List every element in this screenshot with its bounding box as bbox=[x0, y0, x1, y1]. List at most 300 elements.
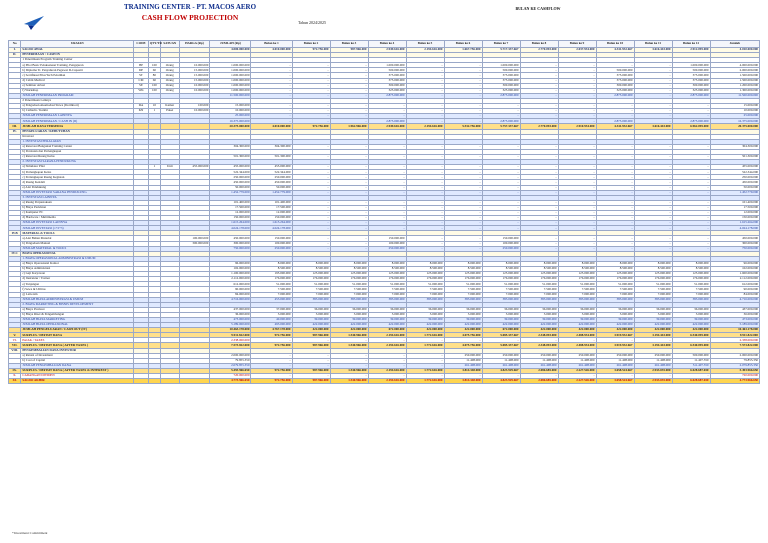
table-cell[interactable]: 11.408.000 bbox=[596, 358, 634, 363]
table-cell[interactable]: 10.000.000 bbox=[179, 83, 210, 88]
table-cell[interactable]: 36.000.000 bbox=[292, 307, 330, 312]
table-cell[interactable]: 250.000.000 bbox=[482, 246, 520, 251]
table-cell[interactable]: 2.194.616.000 bbox=[406, 124, 444, 129]
table-cell[interactable]: - bbox=[406, 236, 444, 241]
table-cell[interactable]: 325.000.000 bbox=[482, 88, 520, 93]
table-cell[interactable]: 720.000.000 bbox=[710, 374, 759, 379]
table-cell[interactable]: - bbox=[406, 73, 444, 78]
table-cell[interactable]: 15.000.000 bbox=[179, 78, 210, 83]
table-cell[interactable]: 4.767.178.000 bbox=[251, 328, 292, 333]
table-cell[interactable]: - bbox=[368, 221, 406, 226]
table-cell[interactable] bbox=[148, 379, 160, 384]
table-cell[interactable]: 250.000.000 bbox=[634, 353, 672, 358]
table-cell[interactable]: 422.000.000 bbox=[520, 323, 558, 328]
table-cell[interactable]: 437.000.000 bbox=[710, 307, 759, 312]
table-cell[interactable]: - bbox=[634, 73, 672, 78]
table-cell[interactable]: - bbox=[672, 221, 710, 226]
table-cell[interactable]: 261.408.000 bbox=[444, 363, 482, 368]
table-cell[interactable]: 125.000.000 bbox=[634, 272, 672, 277]
table-cell[interactable]: 8.500.000 bbox=[292, 267, 330, 272]
table-cell[interactable]: 50.000.000 bbox=[710, 185, 759, 190]
table-cell[interactable]: 12.000.000 bbox=[210, 211, 251, 216]
table-cell[interactable]: - bbox=[330, 246, 368, 251]
table-cell[interactable]: 2.000.000.000 bbox=[710, 353, 759, 358]
table-cell[interactable]: - bbox=[444, 241, 482, 246]
table-cell[interactable]: 8.000.000 bbox=[406, 261, 444, 266]
table-cell[interactable]: 522.344.000 bbox=[710, 170, 759, 175]
table-cell[interactable]: 10 bbox=[148, 104, 160, 109]
table-cell[interactable]: - bbox=[634, 211, 672, 216]
table-cell[interactable]: - bbox=[672, 180, 710, 185]
table-cell[interactable]: 5.493.966.650 bbox=[710, 368, 759, 373]
table-cell[interactable]: 8.000.000 bbox=[482, 261, 520, 266]
table-cell[interactable]: - bbox=[292, 109, 330, 114]
table-cell[interactable]: 375.000.000 bbox=[482, 73, 520, 78]
table-cell[interactable]: 15.000.000 bbox=[179, 68, 210, 73]
table-cell[interactable]: - bbox=[406, 363, 444, 368]
table-cell[interactable]: - bbox=[444, 63, 482, 68]
table-cell[interactable]: 1.600.000.000 bbox=[710, 272, 759, 277]
table-cell[interactable]: 2. BIAYA MARKETING & BISNIS DEVELOPMENT bbox=[21, 302, 134, 307]
table-cell[interactable]: 8.000.000 bbox=[596, 261, 634, 266]
table-cell[interactable]: - bbox=[330, 93, 368, 98]
table-cell[interactable]: - bbox=[482, 205, 520, 210]
table-cell[interactable]: 4.716.000.000 bbox=[210, 297, 251, 302]
table-cell[interactable]: - bbox=[292, 353, 330, 358]
table-cell[interactable]: - bbox=[292, 226, 330, 231]
table-cell[interactable]: - bbox=[330, 119, 368, 124]
table-cell[interactable]: 501.300.000 bbox=[210, 154, 251, 159]
table-cell[interactable]: - bbox=[368, 154, 406, 159]
table-cell[interactable]: - bbox=[596, 144, 634, 149]
table-cell[interactable]: - bbox=[634, 190, 672, 195]
table-cell[interactable]: 2.194.616.000 bbox=[368, 379, 406, 384]
table-cell[interactable]: JUMLAH PENGEMBALIAN DANA bbox=[21, 363, 134, 368]
table-cell[interactable]: - bbox=[330, 109, 368, 114]
table-cell[interactable]: 375.000.000 bbox=[368, 73, 406, 78]
table-cell[interactable]: - bbox=[330, 63, 368, 68]
table-cell[interactable]: - bbox=[251, 114, 292, 119]
table-cell[interactable]: 2.912.095.000 bbox=[672, 48, 710, 53]
table-cell[interactable]: 101.400.000 bbox=[210, 200, 251, 205]
table-cell[interactable]: 422.000.000 bbox=[634, 328, 672, 333]
table-cell[interactable]: - bbox=[520, 104, 558, 109]
table-cell[interactable]: 150.000.000 bbox=[210, 216, 251, 221]
table-cell[interactable]: 2.348.093.000 bbox=[520, 333, 558, 338]
table-cell[interactable]: c) Perlengkapan Ruang Kegiatan bbox=[21, 175, 134, 180]
table-cell[interactable]: - bbox=[634, 216, 672, 221]
table-cell[interactable]: 250.000.000 bbox=[596, 353, 634, 358]
table-cell[interactable]: 125.000.000 bbox=[520, 272, 558, 277]
table-cell[interactable]: - bbox=[596, 109, 634, 114]
table-cell[interactable]: - bbox=[558, 88, 596, 93]
table-cell[interactable]: 2.875.000.000 bbox=[482, 119, 520, 124]
table-cell[interactable]: - bbox=[558, 241, 596, 246]
table-cell[interactable]: 304.300.000 bbox=[251, 144, 292, 149]
table-cell[interactable]: 1.000.000.000 bbox=[210, 78, 251, 83]
table-cell[interactable]: 176.000.000 bbox=[520, 277, 558, 282]
table-cell[interactable]: 7.500.000 bbox=[292, 287, 330, 292]
table-cell[interactable]: 4.075.756.000 bbox=[444, 333, 482, 338]
table-cell[interactable]: 422.000.000 bbox=[406, 328, 444, 333]
table-cell[interactable]: - bbox=[558, 119, 596, 124]
table-cell[interactable]: 5.757.337.667 bbox=[482, 124, 520, 129]
table-cell[interactable]: - bbox=[634, 236, 672, 241]
table-cell[interactable]: - bbox=[520, 78, 558, 83]
table-cell[interactable]: - bbox=[634, 241, 672, 246]
table-cell[interactable]: 79.855.350 bbox=[210, 358, 251, 363]
table-cell[interactable]: 39.000.000 bbox=[482, 317, 520, 322]
table-cell[interactable]: - bbox=[520, 338, 558, 343]
table-cell[interactable]: a) Pilot Basic Pelaksanaan Training, Pengajaran bbox=[21, 63, 134, 68]
table-cell[interactable]: 176.000.000 bbox=[406, 277, 444, 282]
table-cell[interactable]: 422.000.000 bbox=[368, 323, 406, 328]
table-cell[interactable]: 250.000.000 bbox=[251, 246, 292, 251]
column-header[interactable]: Bulan ke 4 bbox=[368, 41, 406, 48]
table-cell[interactable]: 150.000.000 bbox=[710, 216, 759, 221]
table-cell[interactable]: 102.000.000 bbox=[710, 267, 759, 272]
table-cell[interactable]: f) Workshop bbox=[21, 88, 134, 93]
table-cell[interactable]: 7.500.000 bbox=[406, 287, 444, 292]
table-cell[interactable]: e) Tunjangan bbox=[21, 282, 134, 287]
table-cell[interactable]: 7.000.000 bbox=[330, 292, 368, 297]
table-cell[interactable]: 8.000.000 bbox=[520, 261, 558, 266]
table-cell[interactable]: SALDO AWAL bbox=[21, 48, 134, 53]
table-cell[interactable]: - bbox=[520, 93, 558, 98]
table-cell[interactable]: 500.000.000 bbox=[596, 68, 634, 73]
table-cell[interactable]: - bbox=[292, 358, 330, 363]
table-cell[interactable]: - bbox=[444, 170, 482, 175]
table-cell[interactable]: - bbox=[330, 170, 368, 175]
table-cell[interactable]: 261.408.000 bbox=[596, 363, 634, 368]
table-cell[interactable]: 972.756.000 bbox=[292, 124, 330, 129]
table-cell[interactable]: 422.000.000 bbox=[292, 328, 330, 333]
table-cell[interactable]: 125.000.000 bbox=[444, 272, 482, 277]
table-cell[interactable]: - bbox=[368, 374, 406, 379]
table-cell[interactable]: - bbox=[368, 165, 406, 170]
table-cell[interactable]: 3.000.000 bbox=[330, 312, 368, 317]
table-cell[interactable]: 7.000.000 bbox=[482, 292, 520, 297]
table-cell[interactable]: - bbox=[596, 63, 634, 68]
table-cell[interactable]: 750.000.000 bbox=[710, 246, 759, 251]
table-cell[interactable]: - bbox=[406, 68, 444, 73]
table-cell[interactable]: 1.452.779.000 bbox=[710, 190, 759, 195]
table-cell[interactable]: - bbox=[558, 221, 596, 226]
table-cell[interactable]: - bbox=[444, 114, 482, 119]
table-cell[interactable]: - bbox=[251, 68, 292, 73]
table-cell[interactable]: 36.000.000 bbox=[210, 312, 251, 317]
table-cell[interactable]: - bbox=[596, 154, 634, 159]
table-cell[interactable]: 2.875.000.000 bbox=[368, 93, 406, 98]
table-cell[interactable]: 100.000 bbox=[179, 104, 210, 109]
table-cell[interactable]: 6.540.095.000 bbox=[672, 333, 710, 338]
table-cell[interactable]: CM bbox=[134, 78, 148, 83]
table-cell[interactable]: - bbox=[634, 185, 672, 190]
table-cell[interactable]: - bbox=[251, 88, 292, 93]
table-cell[interactable]: - bbox=[330, 114, 368, 119]
table-cell[interactable]: 10.000.000 bbox=[179, 88, 210, 93]
table-cell[interactable]: - bbox=[406, 88, 444, 93]
table-cell[interactable]: 100 bbox=[148, 63, 160, 68]
table-cell[interactable]: 16.375.000.000 bbox=[210, 119, 251, 124]
table-cell[interactable]: - bbox=[596, 226, 634, 231]
table-cell[interactable]: CADANGAN DIVIDEN bbox=[21, 374, 134, 379]
column-header[interactable]: SATUAN bbox=[161, 41, 179, 48]
table-cell[interactable]: JUMLAH PENGELUARAN / CASH OUT (IV) bbox=[21, 328, 134, 333]
table-cell[interactable]: SURPLUS / DEFISIT DANA ( AFTER TAXES ) bbox=[21, 343, 134, 348]
table-cell[interactable]: - bbox=[330, 205, 368, 210]
table-cell[interactable]: - bbox=[444, 185, 482, 190]
table-cell[interactable]: 17.500.000 bbox=[710, 205, 759, 210]
table-cell[interactable]: 37.000.000 bbox=[251, 307, 292, 312]
table-cell[interactable]: 8.000.000 bbox=[251, 261, 292, 266]
table-cell[interactable]: - bbox=[292, 338, 330, 343]
table-cell[interactable]: 3.000.000 bbox=[520, 312, 558, 317]
table-cell[interactable]: 50.000.000 bbox=[251, 185, 292, 190]
table-cell[interactable]: Orang bbox=[161, 73, 179, 78]
table-cell[interactable]: 39.000.000 bbox=[292, 317, 330, 322]
table-cell[interactable]: - bbox=[482, 175, 520, 180]
table-cell[interactable]: - bbox=[672, 185, 710, 190]
table-cell[interactable]: Investasi bbox=[21, 134, 134, 139]
table-cell[interactable]: b) Cost of Capital bbox=[21, 358, 134, 363]
table-cell[interactable]: 1.540.966.000 bbox=[330, 333, 368, 338]
table-cell[interactable]: 176.000.000 bbox=[672, 277, 710, 282]
table-cell[interactable]: 501.300.000 bbox=[251, 154, 292, 159]
table-cell[interactable]: 1 Penerimaan Program Training Center bbox=[21, 58, 134, 63]
table-cell[interactable]: - bbox=[406, 109, 444, 114]
table-cell[interactable]: a) Biaya Operasional Kantor bbox=[21, 261, 134, 266]
table-cell[interactable]: 39.000.000 bbox=[368, 317, 406, 322]
table-cell[interactable]: 60 bbox=[148, 78, 160, 83]
table-cell[interactable]: - bbox=[558, 226, 596, 231]
table-cell[interactable]: - bbox=[558, 109, 596, 114]
table-cell[interactable]: 375.000.000 bbox=[368, 78, 406, 83]
table-cell[interactable]: 7.000.000 bbox=[596, 292, 634, 297]
table-cell[interactable]: - bbox=[330, 216, 368, 221]
table-cell[interactable]: - bbox=[330, 78, 368, 83]
table-cell[interactable]: - bbox=[444, 374, 482, 379]
table-cell[interactable]: VII. bbox=[9, 343, 21, 348]
table-cell[interactable]: 51.000.000 bbox=[444, 282, 482, 287]
table-cell[interactable]: 1.772.616.000 bbox=[406, 379, 444, 384]
table-cell[interactable]: 39.000.000 bbox=[330, 317, 368, 322]
table-cell[interactable]: - bbox=[596, 175, 634, 180]
table-cell[interactable]: 3. INVESTASI LAINNYA bbox=[21, 195, 134, 200]
table-cell[interactable]: 36.000.000 bbox=[672, 307, 710, 312]
table-cell[interactable]: - bbox=[330, 363, 368, 368]
table-cell[interactable]: - bbox=[406, 353, 444, 358]
table-cell[interactable]: ST bbox=[134, 73, 148, 78]
table-cell[interactable]: 1.615.264.000 bbox=[710, 221, 759, 226]
table-cell[interactable]: - bbox=[292, 180, 330, 185]
table-cell[interactable]: 522.344.000 bbox=[251, 170, 292, 175]
table-cell[interactable]: - bbox=[406, 200, 444, 205]
table-cell[interactable]: - bbox=[558, 68, 596, 73]
table-cell[interactable]: - bbox=[330, 236, 368, 241]
table-cell[interactable]: 3.658.524.667 bbox=[596, 379, 634, 384]
table-cell[interactable]: 300.000.000 bbox=[672, 83, 710, 88]
table-cell[interactable]: 2.227.526.000 bbox=[558, 368, 596, 373]
table-cell[interactable]: 7.500.000 bbox=[251, 287, 292, 292]
table-cell[interactable]: - bbox=[482, 211, 520, 216]
table-cell[interactable]: 4.000.000.000 bbox=[210, 48, 251, 53]
table-cell[interactable]: 4.716.000.000 bbox=[710, 297, 759, 302]
table-cell[interactable]: 8.500.000 bbox=[558, 267, 596, 272]
table-cell[interactable]: 500.000.000 bbox=[482, 68, 520, 73]
table-cell[interactable] bbox=[134, 379, 148, 384]
table-cell[interactable]: 8.500.000 bbox=[330, 267, 368, 272]
table-cell[interactable]: 383.000.000 bbox=[368, 297, 406, 302]
column-header[interactable]: Bulan ke 11 bbox=[634, 41, 672, 48]
table-cell[interactable]: 4.000.000.000 bbox=[710, 63, 759, 68]
table-cell[interactable]: - bbox=[444, 104, 482, 109]
table-cell[interactable]: - bbox=[634, 175, 672, 180]
table-cell[interactable]: 261.408.000 bbox=[558, 363, 596, 368]
table-cell[interactable]: 250.000.000 bbox=[482, 353, 520, 358]
table-cell[interactable]: - bbox=[634, 93, 672, 98]
table-cell[interactable]: - bbox=[672, 200, 710, 205]
table-cell[interactable]: 2.933.035.000 bbox=[634, 368, 672, 373]
table-cell[interactable]: 176.000.000 bbox=[444, 277, 482, 282]
table-cell[interactable]: 16.375.000.000 bbox=[710, 119, 759, 124]
table-cell[interactable]: 250.000.000 bbox=[444, 353, 482, 358]
table-cell[interactable]: a) Simulator Pilot bbox=[21, 165, 134, 170]
table-cell[interactable]: d) Cabin Medical bbox=[21, 78, 134, 83]
table-cell[interactable]: - bbox=[634, 114, 672, 119]
table-cell[interactable]: 51.000.000 bbox=[406, 282, 444, 287]
table-cell[interactable]: 7.500.000 bbox=[444, 287, 482, 292]
table-cell[interactable]: - bbox=[482, 180, 520, 185]
table-cell[interactable]: - bbox=[368, 363, 406, 368]
table-cell[interactable]: JUMLAH PENERIMAAN / CASH IN (II) bbox=[21, 119, 134, 124]
table-cell[interactable]: - bbox=[292, 78, 330, 83]
table-cell[interactable]: - bbox=[672, 165, 710, 170]
table-cell[interactable]: III. bbox=[9, 124, 21, 129]
table-cell[interactable]: - bbox=[520, 236, 558, 241]
table-cell[interactable]: - bbox=[292, 73, 330, 78]
table-cell[interactable]: 36.000.000 bbox=[406, 307, 444, 312]
table-cell[interactable]: 51.000.000 bbox=[596, 282, 634, 287]
table-cell[interactable]: 11.500.000.000 bbox=[210, 93, 251, 98]
table-cell[interactable]: - bbox=[330, 374, 368, 379]
table-cell[interactable]: - bbox=[330, 104, 368, 109]
table-cell[interactable]: - bbox=[634, 104, 672, 109]
table-cell[interactable]: - bbox=[251, 363, 292, 368]
table-cell[interactable]: 2.112.000.000 bbox=[210, 277, 251, 282]
table-cell[interactable]: - bbox=[251, 93, 292, 98]
table-cell[interactable]: 7.500.000 bbox=[482, 287, 520, 292]
table-cell[interactable]: 972.756.000 bbox=[251, 368, 292, 373]
table-cell[interactable]: - bbox=[520, 180, 558, 185]
table-cell[interactable]: Paket bbox=[161, 109, 179, 114]
table-cell[interactable]: 1.000.000.000 bbox=[368, 63, 406, 68]
column-header[interactable]: Bulan ke 9 bbox=[558, 41, 596, 48]
table-cell[interactable]: 972.756.000 bbox=[251, 343, 292, 348]
table-cell[interactable]: 2.227.526.000 bbox=[558, 379, 596, 384]
table-cell[interactable]: - bbox=[558, 200, 596, 205]
table-cell[interactable]: - bbox=[596, 190, 634, 195]
table-cell[interactable]: 7.000.000 bbox=[672, 292, 710, 297]
table-cell[interactable]: b) Peralatan dan Perlengkapan bbox=[21, 149, 134, 154]
table-cell[interactable]: - bbox=[596, 221, 634, 226]
table-cell[interactable]: - bbox=[368, 109, 406, 114]
table-cell[interactable]: 250.000.000 bbox=[210, 175, 251, 180]
table-cell[interactable]: 1.772.616.000 bbox=[406, 368, 444, 373]
table-cell[interactable]: - bbox=[330, 221, 368, 226]
table-cell[interactable]: 2.079.855.350 bbox=[210, 363, 251, 368]
table-cell[interactable]: - bbox=[520, 119, 558, 124]
table-cell[interactable]: - bbox=[520, 109, 558, 114]
table-cell[interactable]: IV.B bbox=[9, 231, 21, 236]
table-cell[interactable]: - bbox=[596, 216, 634, 221]
table-cell[interactable]: 10.000.000 bbox=[179, 109, 210, 114]
table-cell[interactable]: 250.000.000 bbox=[558, 353, 596, 358]
table-cell[interactable]: 1.000.000.000 bbox=[672, 63, 710, 68]
table-cell[interactable]: 2.000.000.000 bbox=[710, 68, 759, 73]
table-cell[interactable]: - bbox=[292, 154, 330, 159]
table-cell[interactable]: 325.000.000 bbox=[596, 88, 634, 93]
table-cell[interactable]: 51.000.000 bbox=[558, 282, 596, 287]
table-cell[interactable]: 8.500.000 bbox=[444, 267, 482, 272]
table-cell[interactable]: - bbox=[520, 216, 558, 221]
table-cell[interactable]: 304.300.000 bbox=[710, 144, 759, 149]
table-cell[interactable]: - bbox=[444, 83, 482, 88]
table-cell[interactable]: 8.000.000 bbox=[292, 261, 330, 266]
table-cell[interactable]: - bbox=[634, 170, 672, 175]
column-header[interactable]: Bulan ke 3 bbox=[330, 41, 368, 48]
table-cell[interactable]: - bbox=[251, 78, 292, 83]
table-cell[interactable]: - bbox=[482, 165, 520, 170]
table-cell[interactable]: Orang bbox=[161, 88, 179, 93]
table-cell[interactable]: 39.000.000 bbox=[520, 317, 558, 322]
table-cell[interactable]: - bbox=[672, 104, 710, 109]
table-cell[interactable]: 100 bbox=[148, 83, 160, 88]
table-cell[interactable]: - bbox=[444, 236, 482, 241]
table-cell[interactable]: 80 bbox=[148, 73, 160, 78]
table-cell[interactable]: b) Pengadaan Manual bbox=[21, 241, 134, 246]
table-cell[interactable]: 101.400.000 bbox=[251, 200, 292, 205]
table-cell[interactable]: - bbox=[330, 88, 368, 93]
table-cell[interactable]: 2.194.616.000 bbox=[368, 368, 406, 373]
table-cell[interactable]: - bbox=[634, 205, 672, 210]
table-cell[interactable]: 250.000.000 bbox=[520, 353, 558, 358]
table-cell[interactable]: 450.000.000 bbox=[251, 180, 292, 185]
table-cell[interactable]: JUMLAH BIAYA ADMINISTRASI & UMUM bbox=[21, 297, 134, 302]
table-cell[interactable]: - bbox=[251, 63, 292, 68]
table-cell[interactable]: - bbox=[482, 104, 520, 109]
table-cell[interactable]: - bbox=[520, 88, 558, 93]
table-cell[interactable]: 51.000.000 bbox=[482, 282, 520, 287]
table-cell[interactable]: - bbox=[672, 109, 710, 114]
table-cell[interactable]: 7.500.000 bbox=[596, 287, 634, 292]
table-cell[interactable]: 2.000.000.000 bbox=[210, 353, 251, 358]
table-cell[interactable]: 1.615.264.000 bbox=[251, 221, 292, 226]
table-cell[interactable]: 1.500.000.000 bbox=[710, 78, 759, 83]
table-cell[interactable]: - bbox=[406, 63, 444, 68]
table-cell[interactable]: IV.C bbox=[9, 251, 21, 256]
table-cell[interactable]: 17.500.000 bbox=[210, 205, 251, 210]
table-cell[interactable]: IV. bbox=[9, 129, 21, 134]
table-cell[interactable]: PAJAK / TAXES bbox=[21, 338, 134, 343]
table-cell[interactable]: MATERIAL & TOOLS bbox=[21, 231, 134, 236]
table-cell[interactable]: - bbox=[558, 211, 596, 216]
table-cell[interactable]: - bbox=[558, 180, 596, 185]
table-cell[interactable]: - bbox=[444, 221, 482, 226]
column-header[interactable]: Bulan ke 8 bbox=[520, 41, 558, 48]
table-cell[interactable]: JUMLAH INVESTASI SARANA PENDUKUNG bbox=[21, 190, 134, 195]
table-cell[interactable]: 176.000.000 bbox=[330, 277, 368, 282]
